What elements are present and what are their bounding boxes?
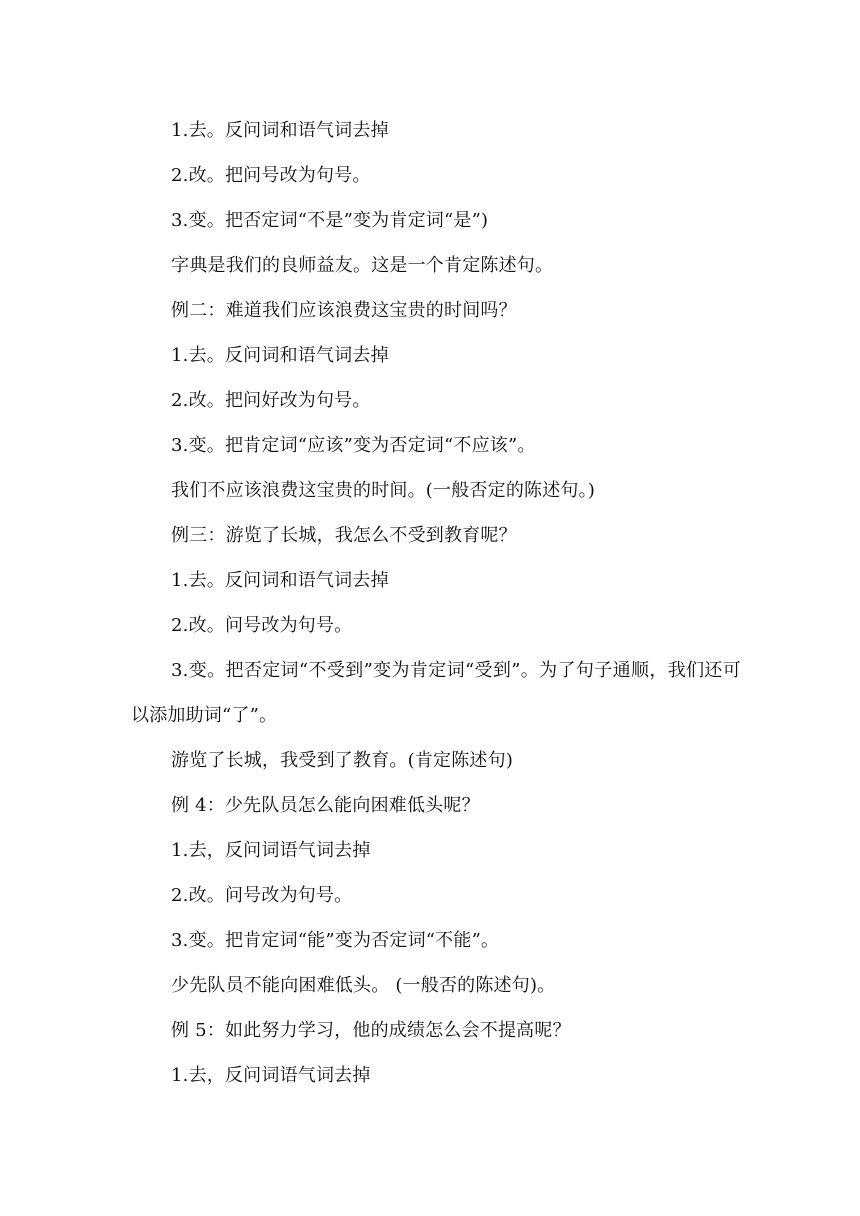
paragraph-result-4: 少先队员不能向困难低头。 (一般否的陈述句)。	[171, 975, 556, 996]
paragraph-step-transform-2: 3.变。把肯定词“应该”变为否定词“不应该”。	[171, 435, 536, 456]
paragraph-example-5: 例 5：如此努力学习，他的成绩怎么会不提高呢？	[171, 1020, 571, 1041]
paragraph-example-4: 例 4：少先队员怎么能向困难低头呢？	[171, 795, 480, 816]
paragraph-step-transform-4: 3.变。把肯定词“能”变为否定词“不能”。	[171, 930, 500, 951]
paragraph-step-change-2: 2.改。把问好改为句号。	[171, 390, 371, 411]
paragraph-step-remove-4: 1.去，反问词语气词去掉	[171, 840, 371, 861]
paragraph-step-change-3: 2.改。问号改为句号。	[171, 615, 353, 636]
paragraph-step-change-4: 2.改。问号改为句号。	[171, 885, 353, 906]
paragraph-example-3: 例三：游览了长城，我怎么不受到教育呢？	[171, 525, 517, 546]
paragraph-step-remove-2: 1.去。反问词和语气词去掉	[171, 345, 389, 366]
paragraph-result-1: 字典是我们的良师益友。这是一个肯定陈述句。	[171, 255, 554, 276]
paragraph-step-transform-1: 3.变。把否定词“不是”变为肯定词“是”)	[171, 210, 489, 231]
document-body	[131, 108, 741, 1098]
paragraph-example-2: 例二：难道我们应该浪费这宝贵的时间吗？	[171, 300, 517, 321]
paragraph-result-3: 游览了长城，我受到了教育。(肯定陈述句)	[171, 750, 514, 771]
paragraph-step-remove-5: 1.去，反问词语气词去掉	[171, 1065, 371, 1086]
paragraph-result-2: 我们不应该浪费这宝贵的时间。(一般否定的陈述句。)	[171, 480, 596, 501]
paragraph-step-remove-3: 1.去。反问词和语气词去掉	[171, 570, 389, 591]
paragraph-step-transform-3: 3.变。把否定词“不受到”变为肯定词“受到”。为了句子通顺，我们还可以添加助词“了”。	[131, 660, 741, 726]
paragraph-step-change-1: 2.改。把问号改为句号。	[171, 165, 371, 186]
paragraph-step-remove-1: 1.去。反问词和语气词去掉	[171, 120, 389, 141]
